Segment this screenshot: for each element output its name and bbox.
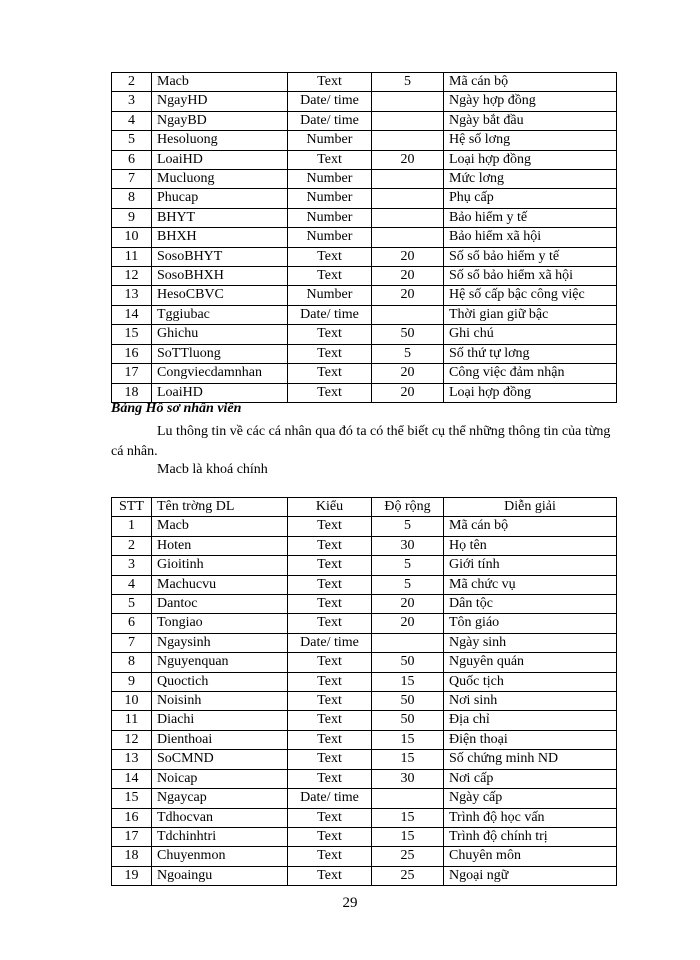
table-row [112,325,617,344]
table-row [112,364,617,383]
cell-size: 5 [372,517,444,536]
table-row [112,769,617,788]
cell-stt: 16 [112,808,152,827]
cell-stt: 8 [112,189,152,208]
cell-type: Text [288,672,372,691]
cell-field-name: Tdhocvan [152,808,288,827]
cell-stt: 5 [112,131,152,150]
table-row [112,672,617,691]
cell-type: Date/ time [288,92,372,111]
cell-description: Bảo hiểm xã hội [444,228,617,247]
employee-profile-table [111,497,617,886]
cell-field-name: Ngaycap [152,789,288,808]
cell-size: 50 [372,325,444,344]
table-header-row [112,498,617,517]
table-row [112,866,617,885]
cell-type: Text [288,73,372,92]
cell-size: 50 [372,711,444,730]
cell-description: Nơi sinh [444,692,617,711]
cell-size: 20 [372,267,444,286]
cell-stt: 7 [112,633,152,652]
cell-stt: 6 [112,150,152,169]
cell-stt: 10 [112,692,152,711]
cell-field-name: SosoBHYT [152,247,288,266]
cell-stt: 14 [112,769,152,788]
table-row [112,711,617,730]
page-number: 29 [342,895,358,911]
cell-stt: 13 [112,750,152,769]
table-row [112,111,617,130]
contract-fields-table [111,72,617,403]
cell-stt: 11 [112,711,152,730]
cell-field-name: SosoBHXH [152,267,288,286]
cell-type: Text [288,364,372,383]
cell-description: Mã cán bộ [444,517,617,536]
cell-description: Nguyên quán [444,653,617,672]
table-row [112,305,617,324]
cell-type: Text [288,575,372,594]
cell-size: 5 [372,556,444,575]
cell-stt: 10 [112,228,152,247]
cell-field-name: Dantoc [152,595,288,614]
table-row [112,73,617,92]
cell-size [372,789,444,808]
cell-stt: 4 [112,111,152,130]
cell-field-name: Gioitinh [152,556,288,575]
cell-description: Ngoại ngữ [444,866,617,885]
table-row [112,575,617,594]
cell-size: 30 [372,769,444,788]
cell-stt: 17 [112,364,152,383]
cell-field-name: Noisinh [152,692,288,711]
cell-field-name: Ngoaingu [152,866,288,885]
cell-type: Text [288,692,372,711]
table-row [112,286,617,305]
cell-size [372,633,444,652]
table-row [112,208,617,227]
table-row [112,247,617,266]
cell-description: Hệ số cấp bậc công việc [444,286,617,305]
cell-field-name: HesoCBVC [152,286,288,305]
table-row [112,344,617,363]
cell-type: Text [288,750,372,769]
cell-field-name: Noicap [152,769,288,788]
table-row [112,847,617,866]
cell-description: Loại hợp đồng [444,150,617,169]
cell-field-name: BHXH [152,228,288,247]
cell-size [372,228,444,247]
cell-type: Number [288,131,372,150]
cell-stt: 15 [112,789,152,808]
cell-size: 15 [372,827,444,846]
table-row [112,228,617,247]
cell-type: Number [288,170,372,189]
cell-type: Text [288,730,372,749]
cell-size: 20 [372,286,444,305]
cell-description: Dân tộc [444,595,617,614]
cell-stt: 18 [112,383,152,402]
cell-stt: 9 [112,672,152,691]
cell-stt: 14 [112,305,152,324]
cell-description: Tôn giáo [444,614,617,633]
cell-type: Date/ time [288,111,372,130]
cell-size: 15 [372,730,444,749]
table-row [112,750,617,769]
header-size: Độ rộng [372,498,444,517]
cell-type: Number [288,228,372,247]
cell-type: Text [288,383,372,402]
table-row [112,730,617,749]
cell-description: Phụ cấp [444,189,617,208]
cell-size: 20 [372,247,444,266]
cell-stt: 4 [112,575,152,594]
cell-description: Nơi cấp [444,769,617,788]
cell-field-name: Mucluong [152,170,288,189]
cell-field-name: SoTTluong [152,344,288,363]
table-row [112,808,617,827]
cell-description: Số chứng minh ND [444,750,617,769]
cell-description: Giới tính [444,556,617,575]
cell-type: Text [288,653,372,672]
cell-type: Text [288,769,372,788]
cell-size [372,305,444,324]
cell-description: Số sổ bảo hiểm y tế [444,247,617,266]
cell-size: 5 [372,73,444,92]
cell-description: Công việc đảm nhận [444,364,617,383]
cell-description: Thời gian giữ bậc [444,305,617,324]
cell-description: Ngày bắt đầu [444,111,617,130]
description-paragraph: Lu thông tin về các cá nhân qua đó ta có thể biết cụ thể những thông tin của từng cá nhân. [111,424,611,459]
table-row [112,170,617,189]
cell-description: Trình độ chính trị [444,827,617,846]
cell-description: Địa chỉ [444,711,617,730]
cell-field-name: Hoten [152,536,288,555]
cell-field-name: SoCMND [152,750,288,769]
cell-stt: 15 [112,325,152,344]
cell-size: 25 [372,866,444,885]
cell-size [372,131,444,150]
cell-type: Text [288,556,372,575]
cell-stt: 2 [112,73,152,92]
cell-field-name: Ngaysinh [152,633,288,652]
cell-type: Text [288,517,372,536]
cell-description: Bảo hiểm y tế [444,208,617,227]
cell-size: 50 [372,653,444,672]
cell-description: Trình độ học vấn [444,808,617,827]
header-description: Diễn giải [444,498,617,517]
cell-field-name: Diachi [152,711,288,730]
table-row [112,517,617,536]
table-row [112,633,617,652]
cell-field-name: Machucvu [152,575,288,594]
cell-stt: 3 [112,92,152,111]
table-row [112,614,617,633]
table-row [112,536,617,555]
cell-type: Text [288,847,372,866]
cell-size: 15 [372,750,444,769]
cell-size [372,92,444,111]
table-row [112,789,617,808]
cell-description: Ghi chú [444,325,617,344]
cell-description: Mã chức vụ [444,575,617,594]
cell-type: Text [288,325,372,344]
cell-size: 5 [372,575,444,594]
cell-size: 25 [372,847,444,866]
cell-type: Date/ time [288,305,372,324]
cell-type: Text [288,536,372,555]
cell-size: 15 [372,808,444,827]
cell-size: 20 [372,614,444,633]
cell-field-name: Chuyenmon [152,847,288,866]
table-row [112,827,617,846]
table-row [112,131,617,150]
cell-description: Họ tên [444,536,617,555]
cell-field-name: Macb [152,73,288,92]
cell-description: Mã cán bộ [444,73,617,92]
cell-field-name: BHYT [152,208,288,227]
cell-stt: 7 [112,170,152,189]
cell-field-name: LoaiHD [152,150,288,169]
cell-field-name: Quoctich [152,672,288,691]
cell-stt: 12 [112,267,152,286]
cell-size [372,170,444,189]
cell-type: Text [288,267,372,286]
table-row [112,556,617,575]
cell-type: Text [288,711,372,730]
header-type: Kiểu [288,498,372,517]
cell-stt: 17 [112,827,152,846]
cell-size: 20 [372,364,444,383]
cell-description: Ngày cấp [444,789,617,808]
cell-field-name: Tggiubac [152,305,288,324]
cell-description: Hệ số lơng [444,131,617,150]
cell-size [372,111,444,130]
table-row [112,92,617,111]
cell-description: Số thứ tự lơng [444,344,617,363]
cell-field-name: NgayBD [152,111,288,130]
cell-type: Text [288,247,372,266]
cell-type: Text [288,595,372,614]
cell-type: Number [288,208,372,227]
cell-stt: 19 [112,866,152,885]
cell-stt: 13 [112,286,152,305]
cell-field-name: LoaiHD [152,383,288,402]
cell-field-name: Tdchinhtri [152,827,288,846]
header-field-name: Tên trờng DL [152,498,288,517]
table-caption: Bảng Hồ sơ nhân viên [111,401,242,416]
cell-stt: 11 [112,247,152,266]
table-row [112,653,617,672]
cell-field-name: NgayHD [152,92,288,111]
cell-field-name: Tongiao [152,614,288,633]
employee-profile-table-body [112,517,617,886]
cell-type: Text [288,866,372,885]
cell-stt: 6 [112,614,152,633]
cell-description: Ngày hợp đồng [444,92,617,111]
cell-type: Number [288,189,372,208]
header-stt: STT [112,498,152,517]
cell-stt: 5 [112,595,152,614]
cell-description: Quốc tịch [444,672,617,691]
cell-stt: 18 [112,847,152,866]
table-row [112,150,617,169]
table-row [112,692,617,711]
cell-size: 50 [372,692,444,711]
cell-size [372,189,444,208]
cell-field-name: Congviecdamnhan [152,364,288,383]
primary-key-note: Macb là khoá chính [157,462,268,477]
table-row [112,267,617,286]
cell-stt: 2 [112,536,152,555]
cell-stt: 16 [112,344,152,363]
cell-stt: 9 [112,208,152,227]
cell-description: Mức lơng [444,170,617,189]
cell-type: Number [288,286,372,305]
table-row [112,189,617,208]
cell-field-name: Phucap [152,189,288,208]
cell-type: Date/ time [288,789,372,808]
cell-field-name: Nguyenquan [152,653,288,672]
cell-size: 20 [372,383,444,402]
cell-type: Text [288,808,372,827]
cell-type: Text [288,150,372,169]
cell-field-name: Dienthoai [152,730,288,749]
cell-stt: 8 [112,653,152,672]
cell-description: Điện thoại [444,730,617,749]
cell-description: Loại hợp đồng [444,383,617,402]
contract-fields-table-body [112,73,617,403]
cell-type: Text [288,827,372,846]
cell-type: Text [288,344,372,363]
cell-field-name: Macb [152,517,288,536]
cell-field-name: Hesoluong [152,131,288,150]
cell-description: Chuyên môn [444,847,617,866]
cell-size: 30 [372,536,444,555]
cell-description: Số sổ bảo hiểm xã hội [444,267,617,286]
cell-description: Ngày sinh [444,633,617,652]
cell-size: 20 [372,150,444,169]
cell-size: 5 [372,344,444,363]
cell-stt: 12 [112,730,152,749]
cell-stt: 1 [112,517,152,536]
cell-type: Text [288,614,372,633]
cell-size: 15 [372,672,444,691]
cell-size: 20 [372,595,444,614]
table-row [112,383,617,402]
cell-size [372,208,444,227]
cell-type: Date/ time [288,633,372,652]
table-row [112,595,617,614]
cell-field-name: Ghichu [152,325,288,344]
cell-stt: 3 [112,556,152,575]
